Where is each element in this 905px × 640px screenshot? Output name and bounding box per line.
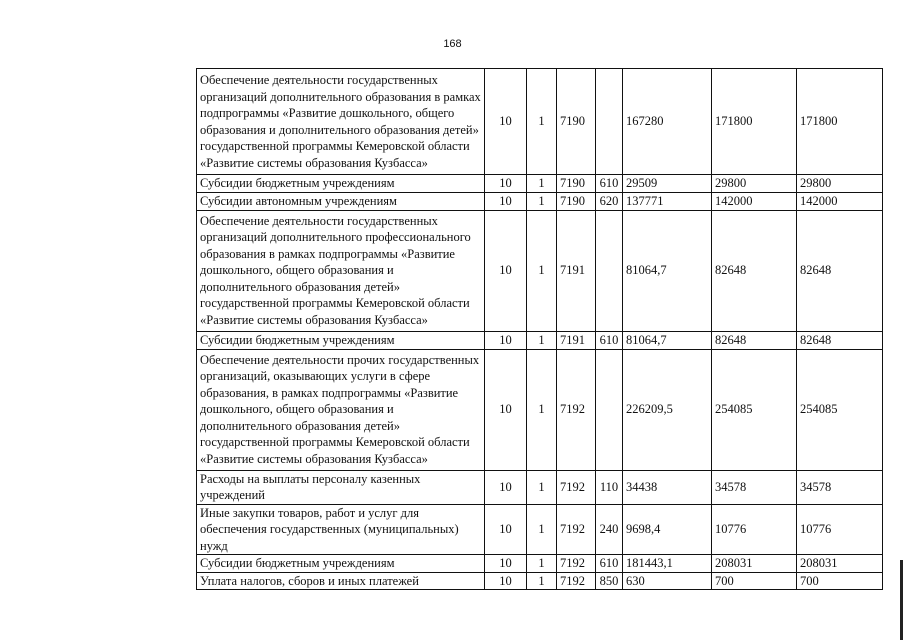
row-value-1: 81064,7 xyxy=(623,331,712,349)
table-row xyxy=(197,555,883,573)
scan-edge-mark xyxy=(900,560,903,640)
row-expense-type: 610 xyxy=(596,555,623,573)
row-expense-type xyxy=(596,349,623,470)
row-name: Субсидии бюджетным учреждениям xyxy=(197,175,485,193)
row-subsection: 1 xyxy=(527,470,557,504)
table-row xyxy=(197,470,883,504)
row-value-2: 34578 xyxy=(712,470,797,504)
row-name: Субсидии бюджетным учреждениям xyxy=(197,555,485,573)
table-row xyxy=(197,504,883,555)
row-target-code: 7192 xyxy=(557,470,596,504)
row-value-3: 29800 xyxy=(797,175,883,193)
row-name: Расходы на выплаты персоналу казенных учреждений xyxy=(197,470,485,504)
row-name: Иные закупки товаров, работ и услуг для обеспечения государственных (муниципальных) нужд xyxy=(197,504,485,555)
row-subsection: 1 xyxy=(527,504,557,555)
row-value-2: 10776 xyxy=(712,504,797,555)
row-value-2: 254085 xyxy=(712,349,797,470)
row-value-1: 29509 xyxy=(623,175,712,193)
row-expense-type: 850 xyxy=(596,572,623,590)
row-value-2: 29800 xyxy=(712,175,797,193)
row-value-3: 10776 xyxy=(797,504,883,555)
row-value-3: 208031 xyxy=(797,555,883,573)
row-target-code: 7190 xyxy=(557,69,596,175)
row-value-1: 181443,1 xyxy=(623,555,712,573)
row-value-1: 630 xyxy=(623,572,712,590)
budget-table xyxy=(196,68,883,590)
row-value-2: 208031 xyxy=(712,555,797,573)
row-subsection: 1 xyxy=(527,572,557,590)
row-value-3: 254085 xyxy=(797,349,883,470)
row-name: Обеспечение деятельности государственных организаций дополнительного профессионального образования в рамках подпрограммы «Развитие дошкольного, общего образования и дополнительного образования детей» государственной программы Кемеровской области «Развитие системы образования Кузбасса» xyxy=(197,210,485,331)
row-target-code: 7191 xyxy=(557,331,596,349)
row-name: Уплата налогов, сборов и иных платежей xyxy=(197,572,485,590)
row-value-1: 167280 xyxy=(623,69,712,175)
row-section: 10 xyxy=(485,210,527,331)
row-expense-type xyxy=(596,210,623,331)
row-section: 10 xyxy=(485,69,527,175)
row-name: Субсидии автономным учреждениям xyxy=(197,193,485,211)
row-subsection: 1 xyxy=(527,349,557,470)
row-target-code: 7191 xyxy=(557,210,596,331)
row-section: 10 xyxy=(485,470,527,504)
table-row xyxy=(197,193,883,211)
row-expense-type: 610 xyxy=(596,175,623,193)
row-value-2: 142000 xyxy=(712,193,797,211)
row-subsection: 1 xyxy=(527,69,557,175)
row-value-3: 82648 xyxy=(797,331,883,349)
row-value-2: 82648 xyxy=(712,210,797,331)
row-subsection: 1 xyxy=(527,331,557,349)
row-target-code: 7190 xyxy=(557,193,596,211)
table-row xyxy=(197,210,883,331)
row-value-1: 81064,7 xyxy=(623,210,712,331)
row-value-3: 171800 xyxy=(797,69,883,175)
row-subsection: 1 xyxy=(527,555,557,573)
row-section: 10 xyxy=(485,572,527,590)
row-value-1: 34438 xyxy=(623,470,712,504)
row-target-code: 7192 xyxy=(557,349,596,470)
row-subsection: 1 xyxy=(527,175,557,193)
row-value-3: 82648 xyxy=(797,210,883,331)
row-target-code: 7192 xyxy=(557,555,596,573)
row-section: 10 xyxy=(485,331,527,349)
row-target-code: 7192 xyxy=(557,504,596,555)
row-value-2: 171800 xyxy=(712,69,797,175)
table-row xyxy=(197,69,883,175)
row-value-1: 137771 xyxy=(623,193,712,211)
row-name: Обеспечение деятельности прочих государственных организаций, оказывающих услуги в сфере образования, в рамках подпрограммы «Развитие дошкольного, общего образования и дополнительного образования детей» государственной программы Кемеровской области «Развитие системы образования Кузбасса» xyxy=(197,349,485,470)
row-section: 10 xyxy=(485,193,527,211)
table-row xyxy=(197,331,883,349)
row-value-3: 700 xyxy=(797,572,883,590)
row-value-2: 82648 xyxy=(712,331,797,349)
page-number: 168 xyxy=(443,38,462,50)
row-value-3: 34578 xyxy=(797,470,883,504)
table-row xyxy=(197,349,883,470)
row-expense-type: 110 xyxy=(596,470,623,504)
row-subsection: 1 xyxy=(527,193,557,211)
table-row xyxy=(197,175,883,193)
table-row xyxy=(197,572,883,590)
row-value-1: 9698,4 xyxy=(623,504,712,555)
row-target-code: 7190 xyxy=(557,175,596,193)
row-target-code: 7192 xyxy=(557,572,596,590)
budget-table-body xyxy=(197,69,883,590)
row-expense-type: 610 xyxy=(596,331,623,349)
row-section: 10 xyxy=(485,175,527,193)
row-name: Субсидии бюджетным учреждениям xyxy=(197,331,485,349)
row-value-3: 142000 xyxy=(797,193,883,211)
row-value-1: 226209,5 xyxy=(623,349,712,470)
row-name: Обеспечение деятельности государственных организаций дополнительного образования в рамках подпрограммы «Развитие дошкольного, общего образования и дополнительного образования детей» государственной программы Кемеровской области «Развитие системы образования Кузбасса» xyxy=(197,69,485,175)
row-section: 10 xyxy=(485,349,527,470)
row-expense-type: 240 xyxy=(596,504,623,555)
row-section: 10 xyxy=(485,555,527,573)
row-expense-type xyxy=(596,69,623,175)
row-value-2: 700 xyxy=(712,572,797,590)
row-expense-type: 620 xyxy=(596,193,623,211)
row-section: 10 xyxy=(485,504,527,555)
row-subsection: 1 xyxy=(527,210,557,331)
